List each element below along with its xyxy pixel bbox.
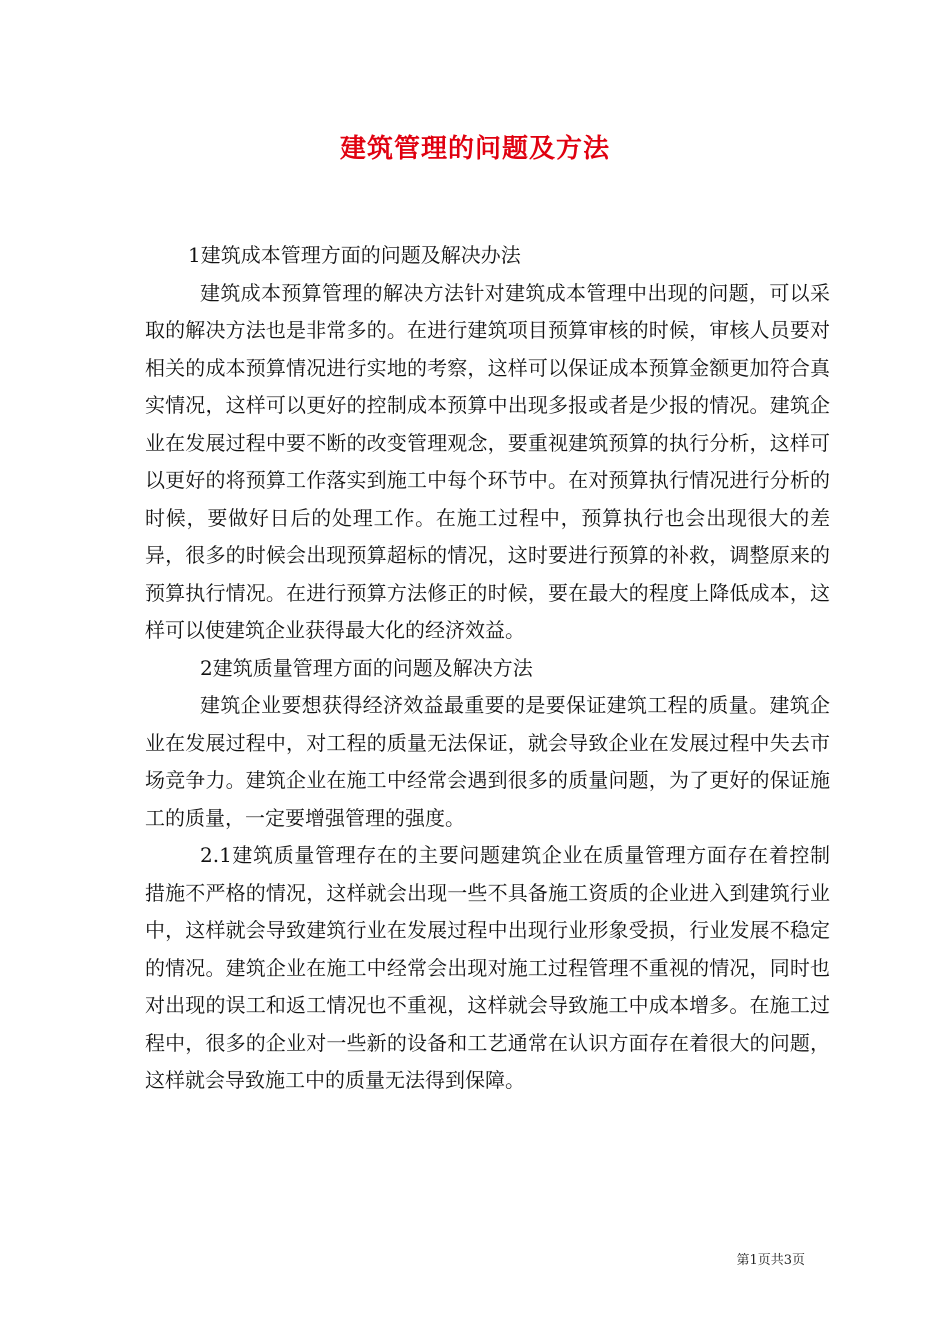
page-number: 第1页共3页 bbox=[736, 1253, 805, 1268]
section-2-paragraph: 建筑企业要想获得经济效益最重要的是要保证建筑工程的质量。建筑企业在发展过程中，对工程的质量无法保证，就会导致企业在发展过程中失去市场竞争力。建筑企业在施工中经常会遇到很多的质量问题，为了更好的保证施工的质量，一定要增强管理的强度。 bbox=[145, 693, 830, 830]
document-title: 建筑管理的问题及方法 bbox=[339, 134, 610, 164]
document-body bbox=[145, 237, 830, 1100]
section-1-heading: 1建筑成本管理方面的问题及解决办法 bbox=[188, 243, 521, 267]
section-2-heading: 2建筑质量管理方面的问题及解决方法 bbox=[200, 655, 533, 680]
section-2-1-paragraph: 2.1建筑质量管理存在的主要问题建筑企业在质量管理方面存在着控制措施不严格的情况，这样就会出现一些不具备施工资质的企业进入到建筑行业中，这样就会导致建筑行业在发展过程中出现行业形象受损，行业发展不稳定的情况。建筑企业在施工中经常会出现对施工过程管理不重视的情况，同时也对出现的误工和返工情况也不重视，这样就会导致施工中成本增多。在施工过程中，很多的企业对一些新的设备和工艺通常在认识方面存在着很大的问题，这样就会导致施工中的质量无法得到保障。 bbox=[145, 843, 830, 1092]
section-1-paragraph: 建筑成本预算管理的解决方法针对建筑成本管理中出现的问题，可以采取的解决方法也是非常多的。在进行建筑项目预算审核的时候，审核人员要对相关的成本预算情况进行实地的考察，这样可以保证成本预算金额更加符合真实情况，这样可以更好的控制成本预算中出现多报或者是少报的情况。建筑企业在发展过程中要不断的改变管理观念，要重视建筑预算的执行分析，这样可以更好的将预算工作落实到施工中每个环节中。在对预算执行情况进行分析的时候，要做好日后的处理工作。在施工过程中，预算执行也会出现很大的差异，很多的时候会出现预算超标的情况，这时要进行预算的补救，调整原来的预算执行情况。在进行预算方法修正的时候，要在最大的程度上降低成本，这样可以使建筑企业获得最大化的经济效益。 bbox=[145, 280, 830, 642]
